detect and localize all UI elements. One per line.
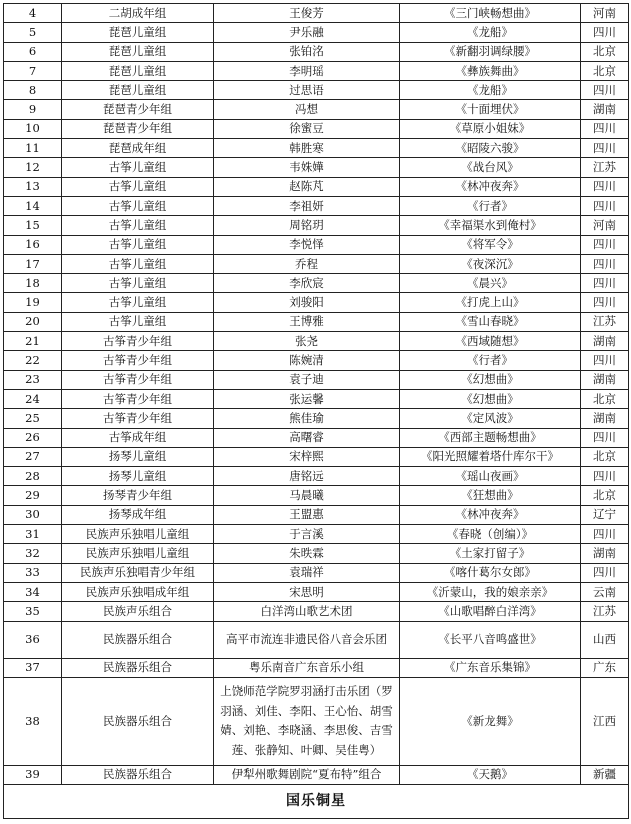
- category-cell: 古筝儿童组: [62, 235, 214, 254]
- piece-cell: 《狂想曲》: [400, 486, 581, 505]
- piece-cell: 《草原小姐妹》: [400, 119, 581, 138]
- performer-cell: 袁子迪: [214, 370, 400, 389]
- piece-cell: 《定风波》: [400, 409, 581, 428]
- category-cell: 民族声乐独唱成年组: [62, 582, 214, 601]
- performer-cell: 于言溪: [214, 525, 400, 544]
- category-cell: 古筝青少年组: [62, 389, 214, 408]
- table-row: [4, 254, 629, 273]
- row-number: 17: [4, 254, 62, 273]
- row-number: 26: [4, 428, 62, 447]
- performer-cell: 赵陈芃: [214, 177, 400, 196]
- table-row: [4, 81, 629, 100]
- table-row: [4, 4, 629, 23]
- table-row: [4, 505, 629, 524]
- region-cell: 新疆: [581, 765, 629, 784]
- performer-cell: 李祖妍: [214, 196, 400, 215]
- row-number: 34: [4, 582, 62, 601]
- piece-cell: 《林冲夜奔》: [400, 177, 581, 196]
- region-cell: 四川: [581, 196, 629, 215]
- category-cell: 古筝儿童组: [62, 216, 214, 235]
- table-row: [4, 100, 629, 119]
- performer-cell: 宋思明: [214, 582, 400, 601]
- table-row: [4, 293, 629, 312]
- piece-cell: 《林冲夜奔》: [400, 505, 581, 524]
- piece-cell: 《广东音乐集锦》: [400, 658, 581, 677]
- category-cell: 扬琴儿童组: [62, 447, 214, 466]
- category-cell: 扬琴青少年组: [62, 486, 214, 505]
- table-row: [4, 582, 629, 601]
- region-cell: 四川: [581, 467, 629, 486]
- row-number: 25: [4, 409, 62, 428]
- piece-cell: 《将军令》: [400, 235, 581, 254]
- performer-cell: 冯想: [214, 100, 400, 119]
- table-row: [4, 177, 629, 196]
- category-cell: 民族器乐组合: [62, 621, 214, 658]
- performer-cell: 张铂洺: [214, 42, 400, 61]
- table-row: [4, 428, 629, 447]
- piece-cell: 《山歌唱醉白洋湾》: [400, 602, 581, 621]
- performer-cell: 唐铭远: [214, 467, 400, 486]
- category-cell: 扬琴成年组: [62, 505, 214, 524]
- region-cell: 湖南: [581, 409, 629, 428]
- row-number: 33: [4, 563, 62, 582]
- piece-cell: 《龙船》: [400, 23, 581, 42]
- row-number: 27: [4, 447, 62, 466]
- table-row: [4, 61, 629, 80]
- region-cell: 江苏: [581, 158, 629, 177]
- row-number: 11: [4, 139, 62, 158]
- piece-cell: 《土家打留子》: [400, 544, 581, 563]
- category-cell: 古筝儿童组: [62, 254, 214, 273]
- region-cell: 四川: [581, 139, 629, 158]
- results-table: [3, 3, 629, 819]
- table-row: [4, 196, 629, 215]
- table-row: [4, 235, 629, 254]
- category-cell: 古筝青少年组: [62, 332, 214, 351]
- category-cell: 古筝青少年组: [62, 409, 214, 428]
- piece-cell: 《喀什葛尔女郎》: [400, 563, 581, 582]
- category-cell: 琵琶青少年组: [62, 100, 214, 119]
- performer-cell: 陈婉清: [214, 351, 400, 370]
- row-number: 22: [4, 351, 62, 370]
- row-number: 16: [4, 235, 62, 254]
- piece-cell: 《新龙舞》: [400, 677, 581, 765]
- piece-cell: 《晨兴》: [400, 274, 581, 293]
- region-cell: 云南: [581, 582, 629, 601]
- performer-cell: 熊佳瑜: [214, 409, 400, 428]
- region-cell: 北京: [581, 61, 629, 80]
- piece-cell: 《打虎上山》: [400, 293, 581, 312]
- piece-cell: 《行者》: [400, 196, 581, 215]
- region-cell: 四川: [581, 177, 629, 196]
- row-number: 9: [4, 100, 62, 119]
- table-row: [4, 23, 629, 42]
- piece-cell: 《战台风》: [400, 158, 581, 177]
- piece-cell: 《瑶山夜画》: [400, 467, 581, 486]
- region-cell: 北京: [581, 447, 629, 466]
- table-row: [4, 677, 629, 765]
- row-number: 31: [4, 525, 62, 544]
- table-row: [4, 42, 629, 61]
- piece-cell: 《行者》: [400, 351, 581, 370]
- section-title: 国乐铜星: [4, 784, 629, 818]
- category-cell: 二胡成年组: [62, 4, 214, 23]
- performer-cell: 袁瑞祥: [214, 563, 400, 582]
- region-cell: 广东: [581, 658, 629, 677]
- table-row: [4, 486, 629, 505]
- footer-row: [4, 784, 629, 818]
- performer-cell: 韩胜寒: [214, 139, 400, 158]
- piece-cell: 《十面埋伏》: [400, 100, 581, 119]
- category-cell: 扬琴儿童组: [62, 467, 214, 486]
- table-row: [4, 544, 629, 563]
- region-cell: 四川: [581, 119, 629, 138]
- region-cell: 北京: [581, 486, 629, 505]
- performer-cell: 马晨曦: [214, 486, 400, 505]
- row-number: 32: [4, 544, 62, 563]
- performer-cell: 李明瑶: [214, 61, 400, 80]
- performer-cell: 乔程: [214, 254, 400, 273]
- category-cell: 古筝青少年组: [62, 370, 214, 389]
- performer-cell: 张运馨: [214, 389, 400, 408]
- performer-cell: 上饶师范学院罗羽涵打击乐团（罗羽涵、刘佳、李阳、王心怡、胡雪婧、刘艳、李晓涵、李思俊、吉雪莲、张静知、叶卿、吴佳粤）: [214, 677, 400, 765]
- region-cell: 湖南: [581, 100, 629, 119]
- table-row: [4, 602, 629, 621]
- performer-cell: 徐蜜豆: [214, 119, 400, 138]
- performer-cell: 韦姝嬅: [214, 158, 400, 177]
- piece-cell: 《新翻羽调绿腰》: [400, 42, 581, 61]
- table-row: [4, 332, 629, 351]
- region-cell: 河南: [581, 4, 629, 23]
- row-number: 37: [4, 658, 62, 677]
- piece-cell: 《幻想曲》: [400, 389, 581, 408]
- performer-cell: 张尧: [214, 332, 400, 351]
- row-number: 4: [4, 4, 62, 23]
- piece-cell: 《长平八音鸣盛世》: [400, 621, 581, 658]
- table-row: [4, 621, 629, 658]
- region-cell: 四川: [581, 235, 629, 254]
- table-row: [4, 658, 629, 677]
- category-cell: 琵琶儿童组: [62, 23, 214, 42]
- table-row: [4, 158, 629, 177]
- row-number: 29: [4, 486, 62, 505]
- row-number: 13: [4, 177, 62, 196]
- category-cell: 民族声乐独唱青少年组: [62, 563, 214, 582]
- table-row: [4, 216, 629, 235]
- region-cell: 江苏: [581, 312, 629, 331]
- piece-cell: 《幻想曲》: [400, 370, 581, 389]
- piece-cell: 《昭陵六骏》: [400, 139, 581, 158]
- region-cell: 四川: [581, 254, 629, 273]
- row-number: 8: [4, 81, 62, 100]
- region-cell: 北京: [581, 42, 629, 61]
- category-cell: 琵琶青少年组: [62, 119, 214, 138]
- region-cell: 江西: [581, 677, 629, 765]
- row-number: 28: [4, 467, 62, 486]
- performer-cell: 王盟惠: [214, 505, 400, 524]
- region-cell: 湖南: [581, 544, 629, 563]
- piece-cell: 《三门峡畅想曲》: [400, 4, 581, 23]
- category-cell: 民族声乐组合: [62, 602, 214, 621]
- region-cell: 四川: [581, 81, 629, 100]
- piece-cell: 《西部主题畅想曲》: [400, 428, 581, 447]
- region-cell: 四川: [581, 274, 629, 293]
- piece-cell: 《雪山春晓》: [400, 312, 581, 331]
- table-row: [4, 467, 629, 486]
- region-cell: 辽宁: [581, 505, 629, 524]
- category-cell: 琵琶儿童组: [62, 81, 214, 100]
- row-number: 30: [4, 505, 62, 524]
- piece-cell: 《春晓（创编）》: [400, 525, 581, 544]
- row-number: 5: [4, 23, 62, 42]
- table-row: [4, 447, 629, 466]
- category-cell: 琵琶成年组: [62, 139, 214, 158]
- piece-cell: 《阳光照耀着塔什库尔干》: [400, 447, 581, 466]
- performer-cell: 李悦怿: [214, 235, 400, 254]
- region-cell: 四川: [581, 23, 629, 42]
- region-cell: 湖南: [581, 370, 629, 389]
- region-cell: 四川: [581, 293, 629, 312]
- region-cell: 江苏: [581, 602, 629, 621]
- performer-cell: 周铭玥: [214, 216, 400, 235]
- region-cell: 湖南: [581, 332, 629, 351]
- table-row: [4, 139, 629, 158]
- performer-cell: 高平市流连非遗民俗八音会乐团: [214, 621, 400, 658]
- category-cell: 民族器乐组合: [62, 677, 214, 765]
- region-cell: 四川: [581, 351, 629, 370]
- row-number: 19: [4, 293, 62, 312]
- table-row: [4, 765, 629, 784]
- region-cell: 四川: [581, 525, 629, 544]
- category-cell: 琵琶儿童组: [62, 42, 214, 61]
- category-cell: 古筝儿童组: [62, 158, 214, 177]
- piece-cell: 《西域随想》: [400, 332, 581, 351]
- region-cell: 北京: [581, 389, 629, 408]
- performer-cell: 伊犁州歌舞剧院“夏布特”组合: [214, 765, 400, 784]
- category-cell: 民族声乐独唱儿童组: [62, 544, 214, 563]
- performer-cell: 刘骏阳: [214, 293, 400, 312]
- row-number: 38: [4, 677, 62, 765]
- category-cell: 古筝儿童组: [62, 196, 214, 215]
- row-number: 18: [4, 274, 62, 293]
- category-cell: 古筝儿童组: [62, 312, 214, 331]
- table-row: [4, 351, 629, 370]
- table-row: [4, 119, 629, 138]
- table-row: [4, 525, 629, 544]
- piece-cell: 《天鹅》: [400, 765, 581, 784]
- row-number: 12: [4, 158, 62, 177]
- table-row: [4, 274, 629, 293]
- performer-cell: 宋梓熙: [214, 447, 400, 466]
- region-cell: 山西: [581, 621, 629, 658]
- row-number: 21: [4, 332, 62, 351]
- performer-cell: 朱昳霖: [214, 544, 400, 563]
- performer-cell: 李欣宸: [214, 274, 400, 293]
- row-number: 6: [4, 42, 62, 61]
- category-cell: 古筝青少年组: [62, 351, 214, 370]
- table-row: [4, 409, 629, 428]
- category-cell: 古筝儿童组: [62, 293, 214, 312]
- row-number: 15: [4, 216, 62, 235]
- row-number: 7: [4, 61, 62, 80]
- table-row: [4, 389, 629, 408]
- row-number: 10: [4, 119, 62, 138]
- row-number: 24: [4, 389, 62, 408]
- category-cell: 古筝儿童组: [62, 274, 214, 293]
- piece-cell: 《夜深沉》: [400, 254, 581, 273]
- region-cell: 四川: [581, 428, 629, 447]
- piece-cell: 《幸福渠水到俺村》: [400, 216, 581, 235]
- category-cell: 琵琶儿童组: [62, 61, 214, 80]
- piece-cell: 《沂蒙山，我的娘亲亲》: [400, 582, 581, 601]
- results-table-body: [4, 4, 629, 785]
- category-cell: 古筝成年组: [62, 428, 214, 447]
- table-row: [4, 312, 629, 331]
- performer-cell: 白洋湾山歌艺术团: [214, 602, 400, 621]
- performer-cell: 过思语: [214, 81, 400, 100]
- piece-cell: 《彝族舞曲》: [400, 61, 581, 80]
- performer-cell: 粤乐南音广东音乐小组: [214, 658, 400, 677]
- region-cell: 四川: [581, 563, 629, 582]
- performer-cell: 王博雅: [214, 312, 400, 331]
- region-cell: 河南: [581, 216, 629, 235]
- row-number: 39: [4, 765, 62, 784]
- category-cell: 古筝儿童组: [62, 177, 214, 196]
- piece-cell: 《龙船》: [400, 81, 581, 100]
- row-number: 20: [4, 312, 62, 331]
- table-row: [4, 563, 629, 582]
- performer-cell: 尹乐融: [214, 23, 400, 42]
- row-number: 35: [4, 602, 62, 621]
- row-number: 36: [4, 621, 62, 658]
- table-row: [4, 370, 629, 389]
- performer-cell: 王俊芳: [214, 4, 400, 23]
- performer-cell: 高曙睿: [214, 428, 400, 447]
- row-number: 14: [4, 196, 62, 215]
- category-cell: 民族声乐独唱儿童组: [62, 525, 214, 544]
- category-cell: 民族器乐组合: [62, 765, 214, 784]
- row-number: 23: [4, 370, 62, 389]
- category-cell: 民族器乐组合: [62, 658, 214, 677]
